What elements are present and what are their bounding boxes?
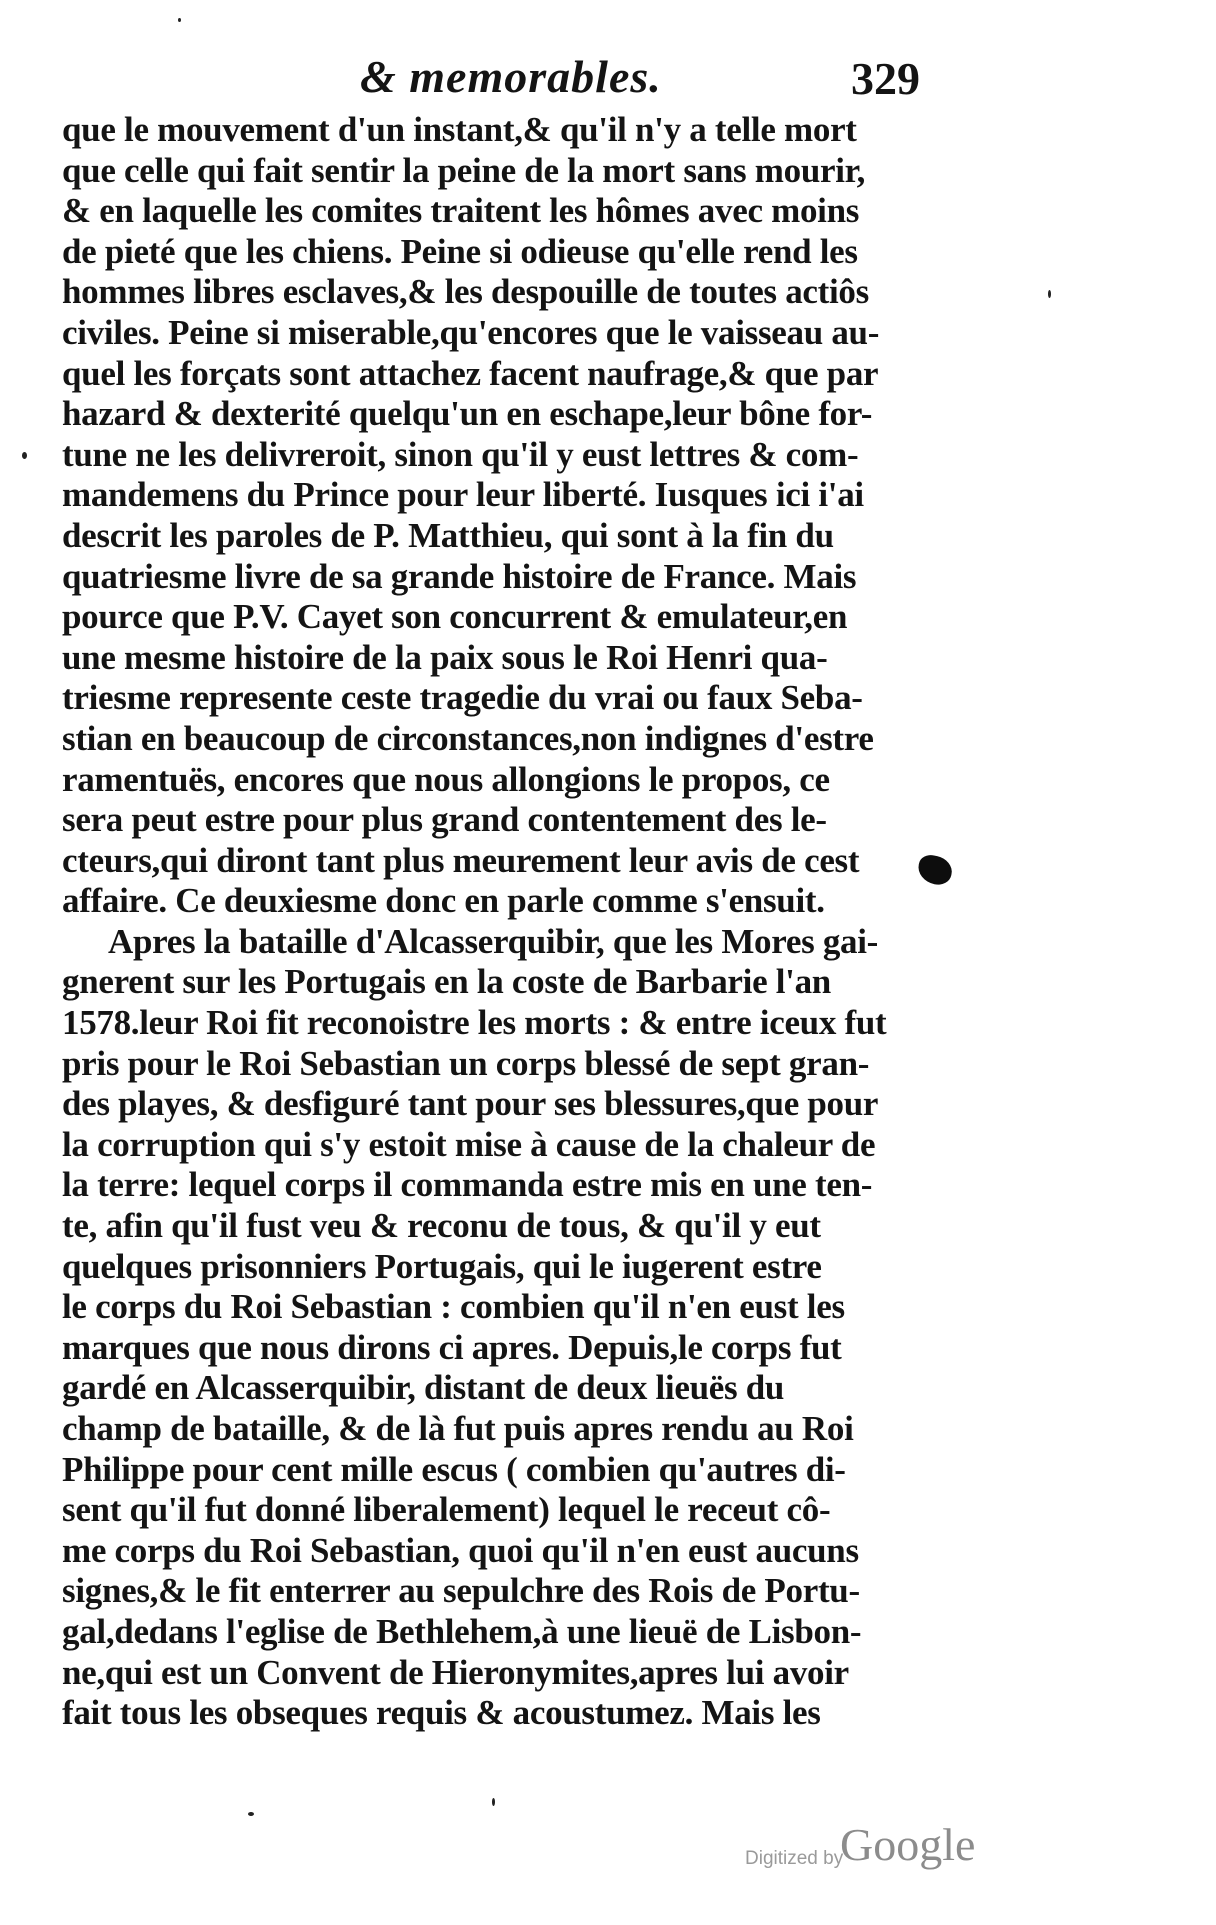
- text-line: gal,dedans l'eglise de Bethlehem,à une lieuë de Lisbon-: [62, 1611, 862, 1651]
- page-header: [360, 50, 940, 110]
- body-text: [62, 110, 938, 1734]
- text-line: la corruption qui s'y estoit mise à cause de la chaleur de: [62, 1124, 876, 1164]
- digitized-by-google-watermark: [745, 1818, 1005, 1878]
- ink-speck: [492, 1798, 495, 1806]
- text-line: que celle qui fait sentir la peine de la mort sans mourir,: [62, 150, 866, 190]
- text-line: hommes libres esclaves,& les despouille de toutes actiôs: [62, 272, 869, 312]
- text-line: le corps du Roi Sebastian : combien qu'il n'en eust les: [62, 1287, 845, 1327]
- text-line: champ de bataille, & de là fut puis apres rendu au Roi: [62, 1409, 854, 1448]
- text-line: pris pour le Roi Sebastian un corps blessé de sept gran-: [62, 1043, 870, 1083]
- text-line: une mesme histoire de la paix sous le Roi Henri qua-: [62, 637, 828, 677]
- text-line: de pieté que les chiens. Peine si odieuse qu'elle rend les: [62, 231, 858, 271]
- paragraph-first-line: Apres la bataille d'Alcasserquibir, que les Mores gai-: [108, 921, 879, 961]
- text-line: que le mouvement d'un instant,& qu'il n'y a telle mort: [62, 110, 857, 149]
- ink-speck: [178, 18, 181, 22]
- ink-speck: [1048, 290, 1051, 298]
- text-line: pource que P.V. Cayet son concurrent & emulateur,en: [62, 597, 848, 637]
- text-line: sent qu'il fut donné liberalement) lequel le receut cô-: [62, 1490, 831, 1530]
- text-line: sera peut estre pour plus grand contentement des le-: [62, 800, 827, 840]
- text-line: ne,qui est un Convent de Hieronymites,apres lui avoir: [62, 1652, 849, 1692]
- ink-speck: [22, 452, 27, 459]
- ink-speck: [248, 1812, 254, 1816]
- text-line: stian en beaucoup de circonstances,non indignes d'estre: [62, 718, 874, 758]
- text-line: & en laquelle les comites traitent les hômes avec moins: [62, 191, 860, 231]
- running-title: & memorables.: [360, 51, 662, 102]
- text-line: me corps du Roi Sebastian, quoi qu'il n'en eust aucuns: [62, 1530, 859, 1570]
- text-line: triesme represente ceste tragedie du vrai ou faux Seba-: [62, 678, 863, 718]
- text-line: quel les forçats sont attachez facent naufrage,& que par: [62, 353, 879, 393]
- text-line: des playes, & desfiguré tant pour ses blessures,que pour: [62, 1084, 879, 1124]
- text-line: 1578.leur Roi fit reconoistre les morts : & entre iceux fut: [62, 1003, 887, 1043]
- text-line: Philippe pour cent mille escus ( combien qu'autres di-: [62, 1449, 846, 1489]
- text-line: fait tous les obseques requis & acoustumez. Mais les: [62, 1693, 821, 1733]
- text-line: mandemens du Prince pour leur liberté. Iusques ici i'ai: [62, 475, 864, 515]
- text-line: te, afin qu'il fust veu & reconu de tous, & qu'il y eut: [62, 1206, 821, 1246]
- text-line: quelques prisonniers Portugais, qui le iugerent estre: [62, 1246, 822, 1286]
- text-line: tune ne les delivreroit, sinon qu'il y eust lettres & com-: [62, 434, 859, 474]
- text-line: quatriesme livre de sa grande histoire de France. Mais: [62, 556, 857, 596]
- text-line: affaire. Ce deuxiesme donc en parle comme s'ensuit.: [62, 881, 825, 921]
- text-line: signes,& le fit enterrer au sepulchre des Rois de Portu-: [62, 1571, 860, 1611]
- text-line: marques que nous dirons ci apres. Depuis,le corps fut: [62, 1327, 842, 1367]
- text-line: ramentuës, encores que nous allongions le propos, ce: [62, 759, 830, 799]
- text-line: hazard & dexterité quelqu'un en eschape,leur bône for-: [62, 394, 873, 434]
- text-line: gnerent sur les Portugais en la coste de Barbarie l'an: [62, 962, 831, 1002]
- text-line: la terre: lequel corps il commanda estre mis en une ten-: [62, 1165, 873, 1205]
- text-line: cteurs,qui diront tant plus meurement leur avis de cest: [62, 840, 860, 880]
- text-line: gardé en Alcasserquibir, distant de deux lieuës du: [62, 1368, 785, 1408]
- text-line: descrit les paroles de P. Matthieu, qui sont à la fin du: [62, 515, 834, 555]
- digitized-label: Digitized by: [745, 1848, 844, 1869]
- text-line: civiles. Peine si miserable,qu'encores que le vaisseau au-: [62, 312, 880, 352]
- page-number: 329: [851, 53, 920, 104]
- google-wordmark-icon: Google: [840, 1819, 976, 1870]
